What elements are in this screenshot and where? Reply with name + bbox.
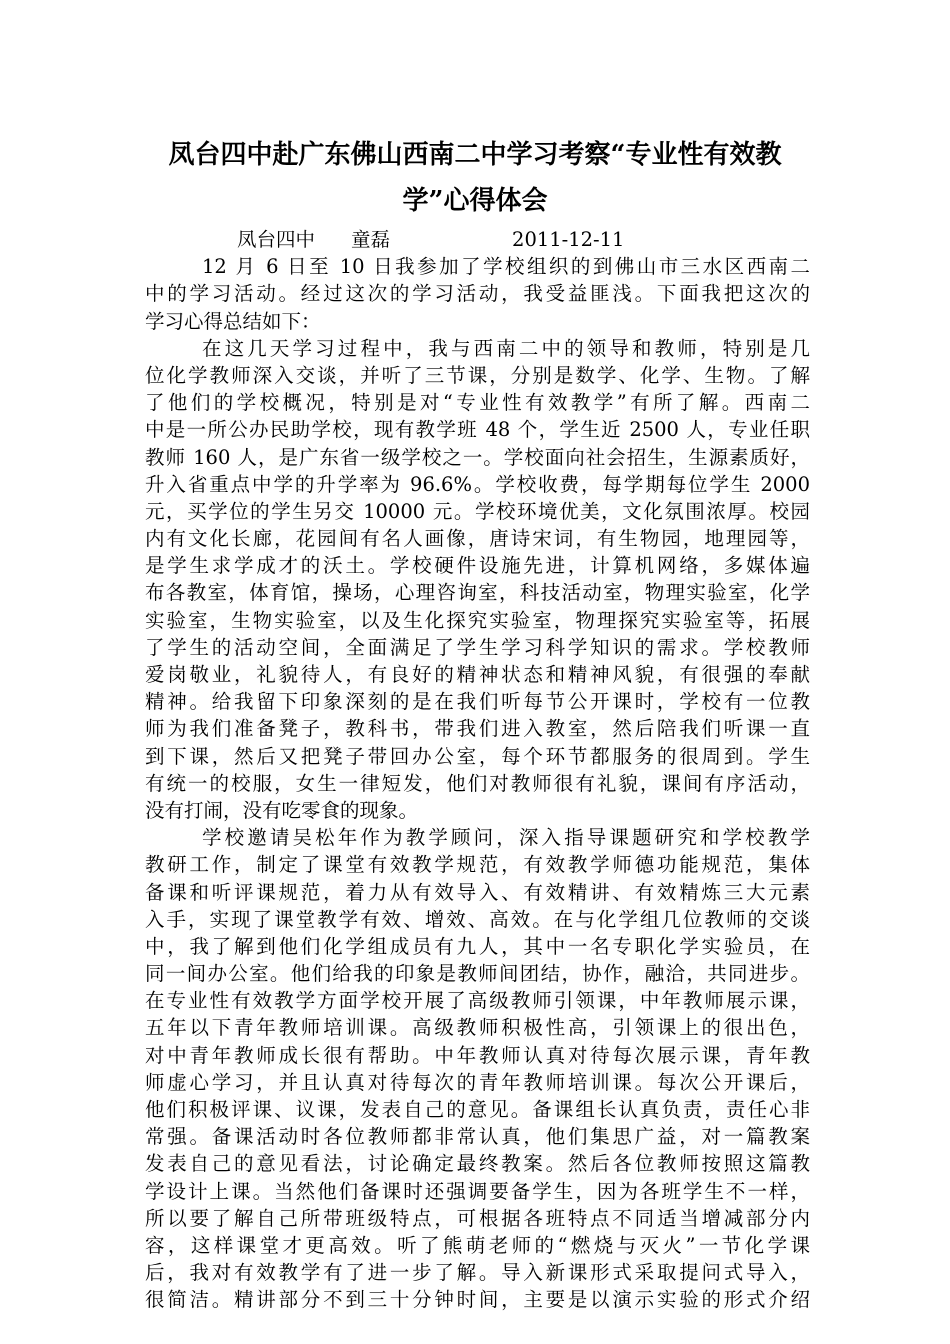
byline-date: 2011-12-11 <box>512 228 625 251</box>
text-line: 入手，实现了课堂教学有效、增效、高效。在与化学组几位教师的交谈 <box>145 907 810 931</box>
document-body <box>145 226 810 1314</box>
text-line: 是学生求学成才的沃土。学校硬件设施先进，计算机网络，多媒体遍 <box>145 554 810 578</box>
text-line: 中是一所公办民助学校，现有教学班 48 个，学生近 2500 人，专业任职 <box>145 418 810 442</box>
byline-author: 童磊 <box>351 228 391 251</box>
text-line: 备课和听评课规范，着力从有效导入、有效精讲、有效精炼三大元素 <box>145 880 810 904</box>
text-line: 学习心得总结如下： <box>145 309 321 333</box>
text-line: 容，这样课堂才更高效。听了熊萌老师的“燃烧与灭火”一节化学课 <box>145 1233 810 1257</box>
text-line: 师为我们准备凳子，教科书，带我们进入教室，然后陪我们听课一直 <box>145 717 810 741</box>
document-title-line-2: 学”心得体会 <box>402 186 548 216</box>
text-line: 在专业性有效教学方面学校开展了高级教师引领课，中年教师展示课， <box>145 989 810 1013</box>
text-line: 有统一的校服，女生一律短发，他们对教师很有礼貌，课间有序活动， <box>145 771 810 795</box>
text-line: 升入省重点中学的升学率为 96.6%。学校收费，每学期每位学生 2000 <box>145 472 810 496</box>
text-line: 常强。备课活动时各位教师都非常认真，他们集思广益，对一篇教案 <box>145 1125 810 1149</box>
text-line: 所以要了解自己所带班级特点，可根据各班特点不同适当增减部分内 <box>145 1206 810 1230</box>
text-line: 中，我了解到他们化学组成员有九人，其中一名专职化学实验员，在 <box>145 934 810 958</box>
text-line: 发表自己的意见看法，讨论确定最终教案。然后各位教师按照这篇教 <box>145 1152 810 1176</box>
text-line: 爱岗敬业，礼貌待人，有良好的精神状态和精神风貌，有很强的奉献 <box>145 663 810 686</box>
text-line: 到下课，然后又把凳子带回办公室，每个环节都服务的很周到。学生 <box>145 744 810 768</box>
byline <box>145 226 810 253</box>
text-line: 很简洁。精讲部分不到三十分钟时间，主要是以演示实验的形式介绍 <box>145 1288 810 1312</box>
byline-school: 凤台四中 <box>237 228 316 251</box>
text-line: 后，我对有效教学有了进一步了解。导入新课形式采取提问式导入， <box>145 1261 810 1285</box>
text-line: 精神。给我留下印象深刻的是在我们听每节公开课时，学校有一位教 <box>145 690 810 714</box>
text-line: 五年以下青年教师培训课。高级教师积极性高，引领课上的很出色， <box>145 1016 810 1040</box>
text-line: 他们积极评课、议课，发表自己的意见。备课组长认真负责，责任心非 <box>145 1098 810 1121</box>
text-line: 了他们的学校概况，特别是对“专业性有效教学”有所了解。西南二 <box>145 391 810 415</box>
text-line: 元，买学位的学生另交 10000 元。学校环境优美，文化氛围浓厚。校园 <box>145 499 810 523</box>
text-line: 内有文化长廊，花园间有名人画像，唐诗宋词，有生物园，地理园等， <box>145 527 810 551</box>
text-line: 布各教室，体育馆，操场，心理咨询室，科技活动室，物理实验室，化学 <box>145 581 810 605</box>
text-line: 教师 160 人，是广东省一级学校之一。学校面向社会招生，生源素质好， <box>145 445 810 469</box>
text-line: 学校邀请吴松年作为教学顾问，深入指导课题研究和学校教学 <box>202 826 810 850</box>
text-line: 12 月 6 日至 10 日我参加了学校组织的到佛山市三水区西南二 <box>202 255 810 279</box>
text-line: 了学生的活动空间，全面满足了学生学习科学知识的需求。学校教师 <box>145 635 810 659</box>
text-line: 师虚心学习，并且认真对待每次的青年教师培训课。每次公开课后， <box>145 1070 810 1094</box>
text-line: 教研工作，制定了课堂有效教学规范，有效教学师德功能规范，集体 <box>145 853 810 877</box>
text-line: 对中青年教师成长很有帮助。中年教师认真对待每次展示课，青年教 <box>145 1043 810 1067</box>
text-line: 没有打闹，没有吃零食的现象。 <box>145 798 419 822</box>
text-line: 中的学习活动。经过这次的学习活动，我受益匪浅。下面我把这次的 <box>145 282 810 306</box>
text-line: 实验室，生物实验室，以及生化探究实验室，物理探究实验室等，拓展 <box>145 608 810 632</box>
text-line: 在这几天学习过程中，我与西南二中的领导和教师，特别是几 <box>202 336 810 360</box>
document-title-line-1: 凤台四中赴广东佛山西南二中学习考察“专业性有效教 <box>168 140 782 170</box>
text-line: 同一间办公室。他们给我的印象是教师间团结，协作，融洽，共同进步。 <box>145 962 810 986</box>
text-line: 位化学教师深入交谈，并听了三节课，分别是数学、化学、生物。了解 <box>145 363 810 387</box>
text-line: 学设计上课。当然他们备课时还强调要备学生，因为各班学生不一样， <box>145 1179 810 1203</box>
